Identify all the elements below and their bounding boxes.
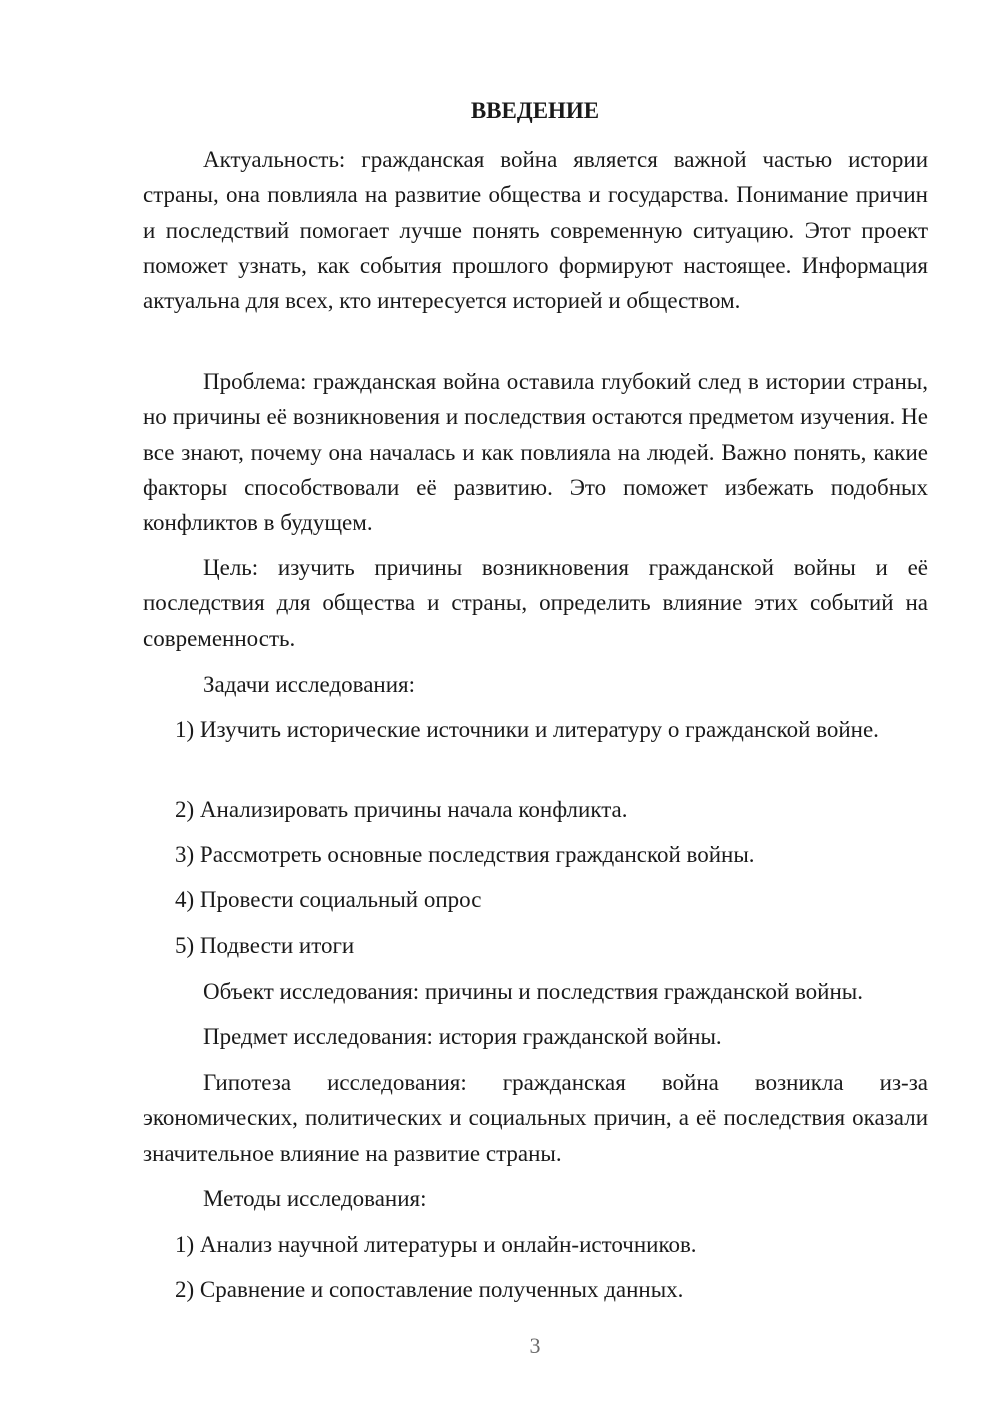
goal-paragraph: Цель: изучить причины возникновения гражданской войны и её последствия для общества и страны, определить влияние этих событий на современность.	[143, 555, 928, 651]
method-item: 1) Анализ научной литературы и онлайн-источников.	[175, 1232, 697, 1257]
relevance-paragraph: Актуальность: гражданская война является важной частью истории страны, она повлияла на развитие общества и государства. Понимание причин и последствий помогает лучше понять современную ситуацию. Этот проект поможет узнать, как события прошлого формируют настоящее. Информация актуальна для всех, кто интересуется историей и обществом.	[143, 147, 928, 314]
task-item: 4) Провести социальный опрос	[175, 887, 482, 912]
method-item: 2) Сравнение и сопоставление полученных данных.	[175, 1277, 684, 1302]
task-item: 1) Изучить исторические источники и литературу о гражданской войне.	[175, 717, 879, 742]
subject-paragraph: Предмет исследования: история гражданской войны.	[203, 1024, 722, 1049]
methods-title: Методы исследования:	[203, 1186, 427, 1211]
task-item: 3) Рассмотреть основные последствия гражданской войны.	[175, 842, 755, 867]
problem-paragraph: Проблема: гражданская война оставила глубокий след в истории страны, но причины её возникновения и последствия остаются предметом изучения. Не все знают, почему она началась и как повлияла на людей. Важно понять, какие факторы способствовали её развитию. Это поможет избежать подобных конфликтов в будущем.	[143, 369, 928, 536]
hypothesis-paragraph: Гипотеза исследования: гражданская война возникла из-за экономических, политических и социальных причин, а её последствия оказали значительное влияние на развитие страны.	[143, 1070, 928, 1166]
page-title: ВВЕДЕНИЕ	[470, 98, 600, 123]
tasks-title: Задачи исследования:	[203, 672, 416, 697]
task-item: 5) Подвести итоги	[175, 933, 355, 958]
page-number: 3	[529, 1333, 541, 1358]
task-item: 2) Анализировать причины начала конфликта.	[175, 797, 628, 822]
object-paragraph: Объект исследования: причины и последствия гражданской войны.	[203, 979, 863, 1004]
